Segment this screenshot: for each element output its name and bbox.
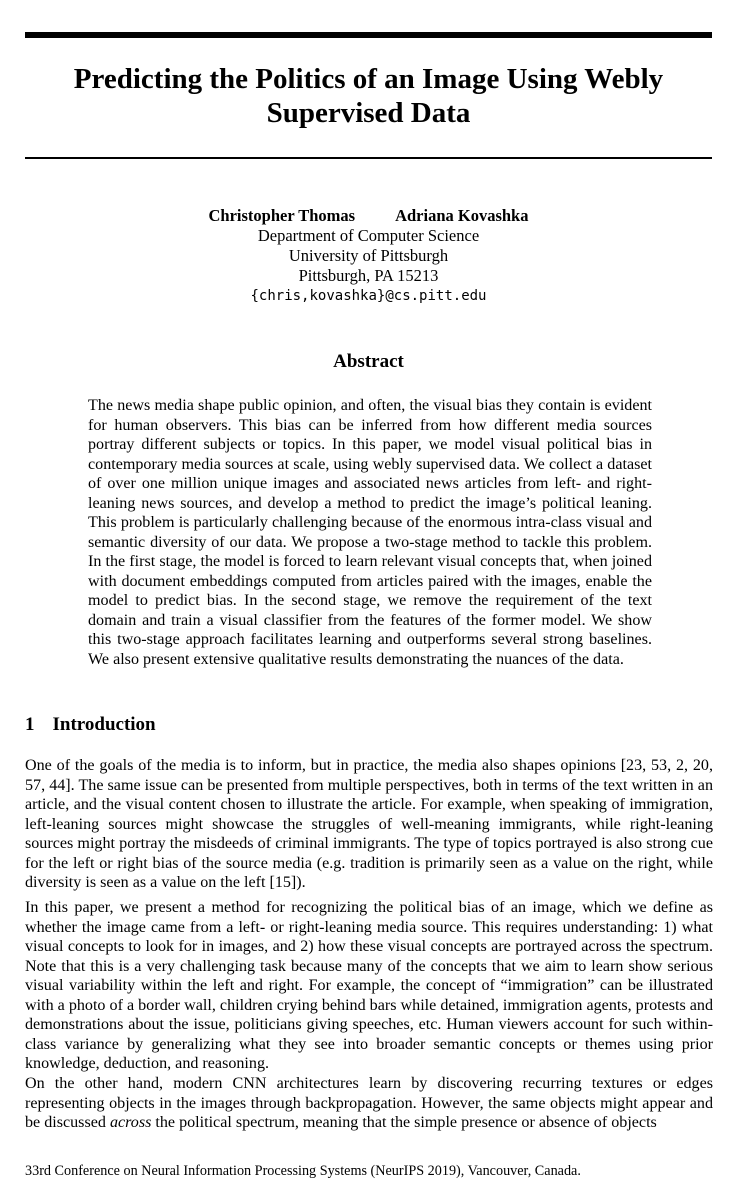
author-department: Department of Computer Science: [257, 226, 480, 245]
author-address: Pittsburgh, PA 15213: [298, 266, 439, 285]
abstract-heading: Abstract: [333, 351, 404, 372]
body-paragraph: In this paper, we present a method for recognizing the political bias of an image, which we define as whether the image came from a left- or right-leaning media source. This requires understanding: 1) what visual concepts to look for in images, and 2) how these visual concepts are portrayed across the spectrum. Note that this is a very challenging task because many of the concepts that we aim to learn show serious visual variability within the left and right. For example, the concept of “immigration” can be illustrated with a photo of a border wall, children crying behind bars while detained, immigration agents, protests and demonstrations about the issue, politicians giving speeches, etc. Human viewers account for such within-class variance by generalizing what they see into broader semantic concepts or themes using prior knowledge, deduction, and reasoning.: [25, 899, 713, 1072]
section-title: Introduction: [52, 714, 156, 735]
author-name: Christopher Thomas: [208, 206, 356, 225]
body-paragraph: [25, 1074, 713, 1133]
body-paragraph: One of the goals of the media is to inform, but in practice, the media also shapes opinions [23, 53, 2, 20, 57, 44]. The same issue can be presented from multiple perspectives, both in terms of the text written in an article, and the visual content chosen to illustrate the article. For example, when speaking of immigration, left-leaning sources might showcase the struggles of well-meaning immigrants, while right-leaning sources might portray the misdeeds of criminal immigrants. The type of topics portrayed is also strong cue for the left or right bias of the source media (e.g. tradition is primarily seen as a value on the right, while diversity is seen as a value on the left [15]).: [25, 757, 713, 891]
paragraph-text: the political spectrum, meaning that the simple presence or absence of objects: [151, 1114, 657, 1131]
author-block: [25, 206, 712, 306]
author-email: {chris,kovashka}@cs.pitt.edu: [250, 288, 487, 304]
paragraph-text: On the other hand, modern CNN architectures learn by discovering recurring textures or edges representing objects in the images through backpropagation. However, the same objects might appear and be discussed: [25, 1075, 713, 1131]
author-name: Adriana Kovashka: [395, 206, 529, 225]
author-university: University of Pittsburgh: [288, 246, 449, 265]
emphasized-text: across: [109, 1114, 152, 1131]
conference-footnote: 33rd Conference on Neural Information Processing Systems (NeurIPS 2019), Vancouver, Canada.: [25, 1163, 581, 1179]
author-names: [25, 206, 712, 226]
title-rule: [25, 157, 712, 159]
section-heading: [25, 714, 156, 736]
section-number: 1: [25, 714, 35, 735]
top-rule: [25, 32, 712, 38]
paper-title: Predicting the Politics of an Image Using Webly Supervised Data: [73, 63, 664, 129]
abstract-body: The news media shape public opinion, and often, the visual bias they contain is evident for human observers. This bias can be inferred from how different media sources portray different subjects or topics. In this paper, we model visual political bias in contemporary media sources at scale, using webly supervised data. We collect a dataset of over one million unique images and associated news articles from left- and right-leaning news sources, and develop a method to predict the image’s political leaning. This problem is particularly challenging because of the enormous intra-class visual and semantic diversity of our data. We propose a two-stage method to tackle this problem. In the first stage, the model is forced to learn relevant visual concepts that, when joined with document embeddings computed from articles paired with the images, enable the model to predict bias. In the second stage, we remove the requirement of the text domain and train a visual classifier from the features of the former model. We show this two-stage approach facilitates learning and outperforms several strong baselines. We also present extensive qualitative results demonstrating the nuances of the data.: [88, 397, 652, 668]
